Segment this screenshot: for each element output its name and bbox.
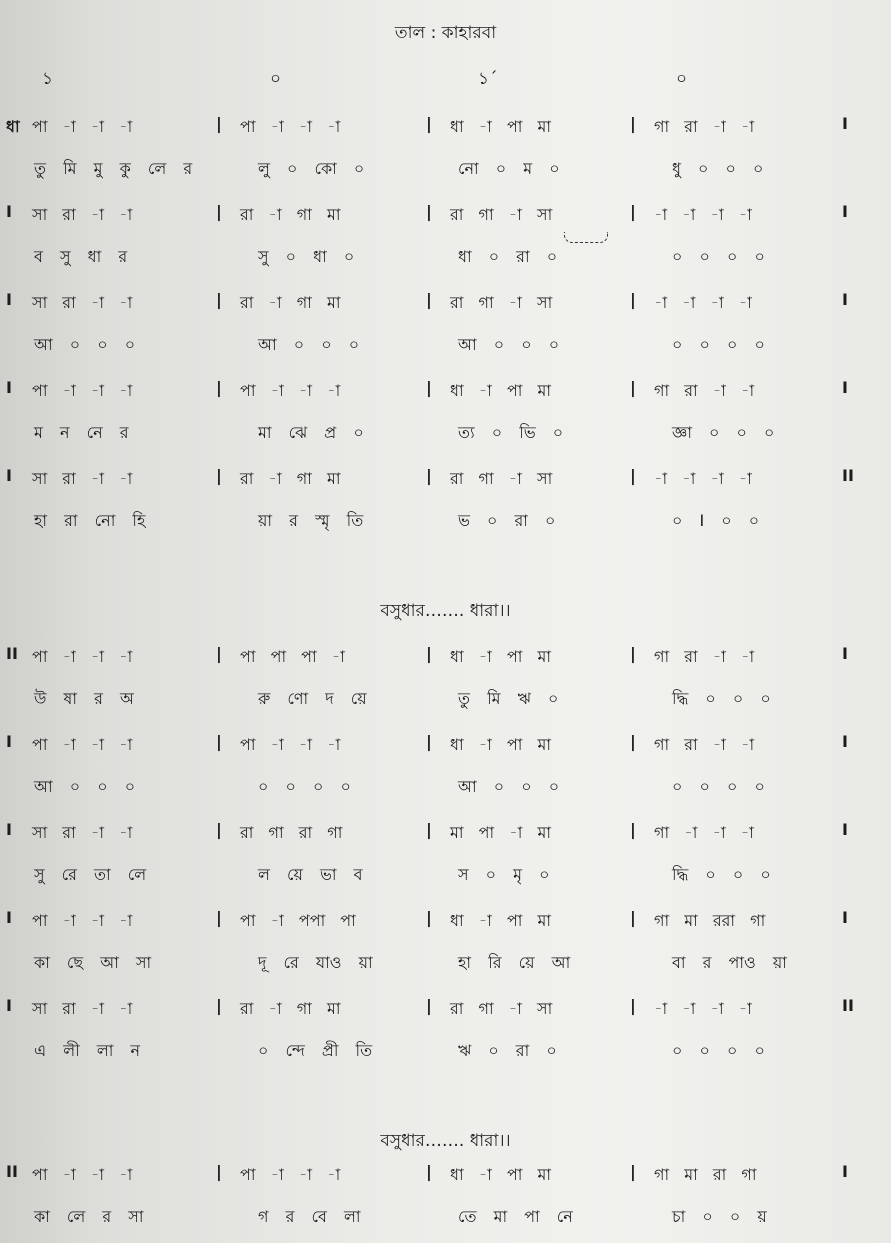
section-separator: বসুধার……. ধারা।।: [380, 1131, 511, 1151]
lyric-group: ০ ন্দে প্রী তি: [258, 1041, 373, 1060]
bar-line: |: [216, 290, 222, 309]
swara-group: পা -া -া -া: [32, 381, 133, 400]
swara-group: পা পা পা -া: [240, 647, 345, 666]
swara-group: পা -া -া -া: [32, 735, 133, 754]
swara-line: [0, 634, 891, 678]
bar-line: |: [426, 908, 432, 927]
swara-group: রা গা -া সা: [450, 999, 553, 1018]
bar-line: |: [216, 732, 222, 751]
lyric-line: [0, 148, 891, 192]
lyric-group: ০ I ০ ০: [672, 511, 760, 530]
lyric-group: ল য়ে ভা ব: [258, 865, 363, 884]
bar-line: |: [426, 996, 432, 1015]
section-separator: বসুধার……. ধারা।।: [380, 601, 511, 621]
lyric-line: [0, 500, 891, 544]
bar-end: I: [842, 378, 848, 397]
bar-line: |: [426, 114, 432, 133]
lyric-group: তু মি মু কু লে র: [34, 159, 193, 178]
lyric-line: [0, 412, 891, 456]
lyric-group: বা র পাও য়া: [672, 953, 787, 972]
swara-group: গা রা -া -া: [654, 647, 755, 666]
lyric-group: ধু ০ ০ ০: [672, 159, 764, 178]
lyric-group: নো ০ ম ০: [458, 159, 560, 178]
lyric-group: হা রা নো হি: [34, 511, 146, 530]
lyric-group: লু ০ কো ০: [258, 159, 365, 178]
lyric-line: [0, 942, 891, 986]
swara-group: মা পা -া মা: [450, 823, 551, 842]
swara-group: -া -া -া -া: [654, 469, 752, 488]
lyric-group: কা ছে আ সা: [34, 953, 152, 972]
lyric-group: ০ ০ ০ ০: [672, 1041, 765, 1060]
lyric-line: [0, 1030, 891, 1074]
lyric-group: আ ০ ০ ০: [458, 777, 560, 796]
lyric-group: জ্ঞা ০ ০ ০: [672, 423, 775, 442]
notation-section-3: [0, 1152, 891, 1240]
lyric-group: ০ ০ ০ ০: [672, 335, 765, 354]
lyric-group: ০ ০ ০ ০: [672, 777, 765, 796]
bar-line: |: [426, 290, 432, 309]
swara-group: রা -া গা মা: [240, 205, 341, 224]
bar-end: I: [842, 202, 848, 221]
bar-start: I: [6, 290, 12, 309]
bar-line: |: [426, 644, 432, 663]
lyric-group: ভ ০ রা ০: [458, 511, 556, 530]
bar-start: I: [6, 202, 12, 221]
bar-start: ধা: [6, 117, 20, 136]
bar-line: |: [216, 644, 222, 663]
swara-group: -া -া -া -া: [654, 999, 752, 1018]
swara-line: [0, 104, 891, 148]
swara-group: সা রা -া -া: [32, 205, 133, 224]
lyric-group: তে মা পা নে: [458, 1207, 573, 1226]
notation-section-2: [0, 634, 891, 1074]
beat-marker: ১: [42, 69, 54, 89]
swara-group: পা -া -া -া: [240, 735, 341, 754]
bar-line: |: [630, 114, 636, 133]
lyric-group: ত্য ০ ভি ০: [458, 423, 564, 442]
swara-group: গা রা -া -া: [654, 381, 755, 400]
bar-end: I: [842, 820, 848, 839]
swara-group: পা -া -া -া: [240, 381, 341, 400]
notation-section-1: [0, 104, 891, 544]
bar-line: |: [426, 820, 432, 839]
swara-group: রা -া গা মা: [240, 999, 341, 1018]
bar-line: |: [216, 1162, 222, 1181]
bar-line: |: [630, 378, 636, 397]
lyric-group: সু রে তা লে: [34, 865, 147, 884]
lyric-group: মা ঝে প্র ০: [258, 423, 364, 442]
lyric-group: কা লে র সা: [34, 1207, 144, 1226]
bar-end: II: [842, 996, 854, 1015]
beat-marker-row: [0, 66, 891, 94]
bar-line: |: [216, 202, 222, 221]
lyric-line: [0, 236, 891, 280]
bar-line: |: [426, 1162, 432, 1181]
bar-line: |: [630, 820, 636, 839]
swara-group: পা -া -া -া: [240, 1165, 341, 1184]
bar-line: |: [426, 732, 432, 751]
bar-line: |: [630, 996, 636, 1015]
bar-start: II: [6, 644, 18, 663]
bar-line: |: [630, 202, 636, 221]
lyric-group: চা ০ ০ য়: [672, 1207, 767, 1226]
bar-end: II: [842, 466, 854, 485]
swara-line: [0, 898, 891, 942]
swara-line: [0, 1152, 891, 1196]
swara-line: [0, 456, 891, 500]
beat-marker: ০: [270, 69, 282, 89]
swara-group: রা গা -া সা: [450, 293, 553, 312]
lyric-line: [0, 324, 891, 368]
lyric-group: তু মি ঋ ০: [458, 689, 559, 708]
lyric-group: এ লী লা ন: [34, 1041, 141, 1060]
swara-group: পা -া -া -া: [32, 911, 133, 930]
lyric-group: গ র বে লা: [258, 1207, 361, 1226]
bar-line: |: [630, 466, 636, 485]
swara-line: [0, 280, 891, 324]
bar-line: |: [426, 202, 432, 221]
swara-group: পা -া -া -া: [32, 647, 133, 666]
swara-line: [0, 192, 891, 236]
bar-start: I: [6, 820, 12, 839]
swara-line: [0, 722, 891, 766]
swara-group: পা -া -া -া: [240, 117, 341, 136]
bar-line: |: [216, 378, 222, 397]
lyric-line: [0, 1196, 891, 1240]
bar-line: |: [630, 1162, 636, 1181]
swara-group: সা রা -া -া: [32, 823, 133, 842]
swara-line: [0, 986, 891, 1030]
lyric-group: উ ষা র অ: [34, 689, 134, 708]
bar-end: I: [842, 644, 848, 663]
swara-group: রা গা রা গা: [240, 823, 343, 842]
beat-marker: ১´: [478, 69, 498, 89]
swara-group: ধা -া পা মা: [450, 117, 552, 136]
bar-start: II: [6, 1162, 18, 1181]
bar-line: |: [630, 644, 636, 663]
swara-group: -া -া -া -া: [654, 293, 752, 312]
bar-end: I: [842, 290, 848, 309]
lyric-group: হা রি য়ে আ: [458, 953, 571, 972]
swara-group: সা রা -া -া: [32, 999, 133, 1018]
lyric-group: ধা ০ রা ০: [458, 247, 558, 266]
lyric-group: রু ণো দ য়ে: [258, 689, 367, 708]
swara-group: গা মা ররা গা: [654, 911, 766, 930]
lyric-group: আ ০ ০ ০: [34, 335, 136, 354]
bar-line: |: [630, 290, 636, 309]
bar-line: |: [216, 820, 222, 839]
swara-group: গা রা -া -া: [654, 117, 755, 136]
swara-group: ধা -া পা মা: [450, 735, 552, 754]
bar-end: I: [842, 1162, 848, 1181]
swara-line: [0, 368, 891, 412]
swara-group: গা মা রা গা: [654, 1165, 757, 1184]
swara-group: রা গা -া সা: [450, 205, 553, 224]
swara-group: সা রা -া -া: [32, 293, 133, 312]
bar-end: I: [842, 908, 848, 927]
swara-group: গা -া -া -া: [654, 823, 754, 842]
swara-group: পা -া -া -া: [32, 1165, 133, 1184]
lyric-group: ম ন নে র: [34, 423, 129, 442]
beat-marker: ০: [676, 69, 688, 89]
swara-group: রা গা -া সা: [450, 469, 553, 488]
taal-heading: তাল : কাহারবা: [394, 23, 497, 43]
lyric-line: [0, 854, 891, 898]
lyric-group: আ ০ ০ ০: [458, 335, 560, 354]
swara-group: পা -া -া -া: [32, 117, 133, 136]
bar-line: |: [426, 378, 432, 397]
swara-group: ধা -া পা মা: [450, 381, 552, 400]
bar-line: |: [216, 908, 222, 927]
lyric-group: ০ ০ ০ ০: [672, 247, 765, 266]
swara-group: সা রা -া -া: [32, 469, 133, 488]
swara-group: রা -া গা মা: [240, 293, 341, 312]
swara-group: পা -া পপা পা: [240, 911, 356, 930]
lyric-group: দ্ধি ০ ০ ০: [672, 865, 771, 884]
lyric-group: সু ০ ধা ০: [258, 247, 355, 266]
swara-group: ধা -া পা মা: [450, 1165, 552, 1184]
swara-group: -া -া -া -া: [654, 205, 752, 224]
lyric-line: [0, 766, 891, 810]
lyric-group: আ ০ ০ ০: [34, 777, 136, 796]
lyric-group: স ০ মৃ ০: [458, 865, 550, 884]
bar-start: I: [6, 996, 12, 1015]
lyric-group: দ্ধি ০ ০ ০: [672, 689, 771, 708]
bar-start: I: [6, 732, 12, 751]
swara-group: গা রা -া -া: [654, 735, 755, 754]
bar-start: I: [6, 908, 12, 927]
lyric-group: ০ ০ ০ ০: [258, 777, 351, 796]
lyric-line: [0, 678, 891, 722]
bar-line: |: [426, 466, 432, 485]
bar-start: I: [6, 466, 12, 485]
lyric-group: ব সু ধা র: [34, 247, 128, 266]
lyric-group: আ ০ ০ ০: [258, 335, 360, 354]
bar-line: |: [630, 732, 636, 751]
swara-group: ধা -া পা মা: [450, 911, 552, 930]
bar-start: I: [6, 378, 12, 397]
bar-end: I: [842, 114, 848, 133]
bar-end: I: [842, 732, 848, 751]
lyric-group: দূ রে যাও য়া: [258, 953, 373, 972]
bar-line: |: [630, 908, 636, 927]
swara-group: ধা -া পা মা: [450, 647, 552, 666]
bar-line: |: [216, 996, 222, 1015]
swara-group: রা -া গা মা: [240, 469, 341, 488]
lyric-group: ঋ ০ রা ০: [458, 1041, 557, 1060]
bar-line: |: [216, 466, 222, 485]
swara-line: [0, 810, 891, 854]
lyric-group: য়া র স্মৃ তি: [258, 511, 364, 530]
bar-line: |: [216, 114, 222, 133]
